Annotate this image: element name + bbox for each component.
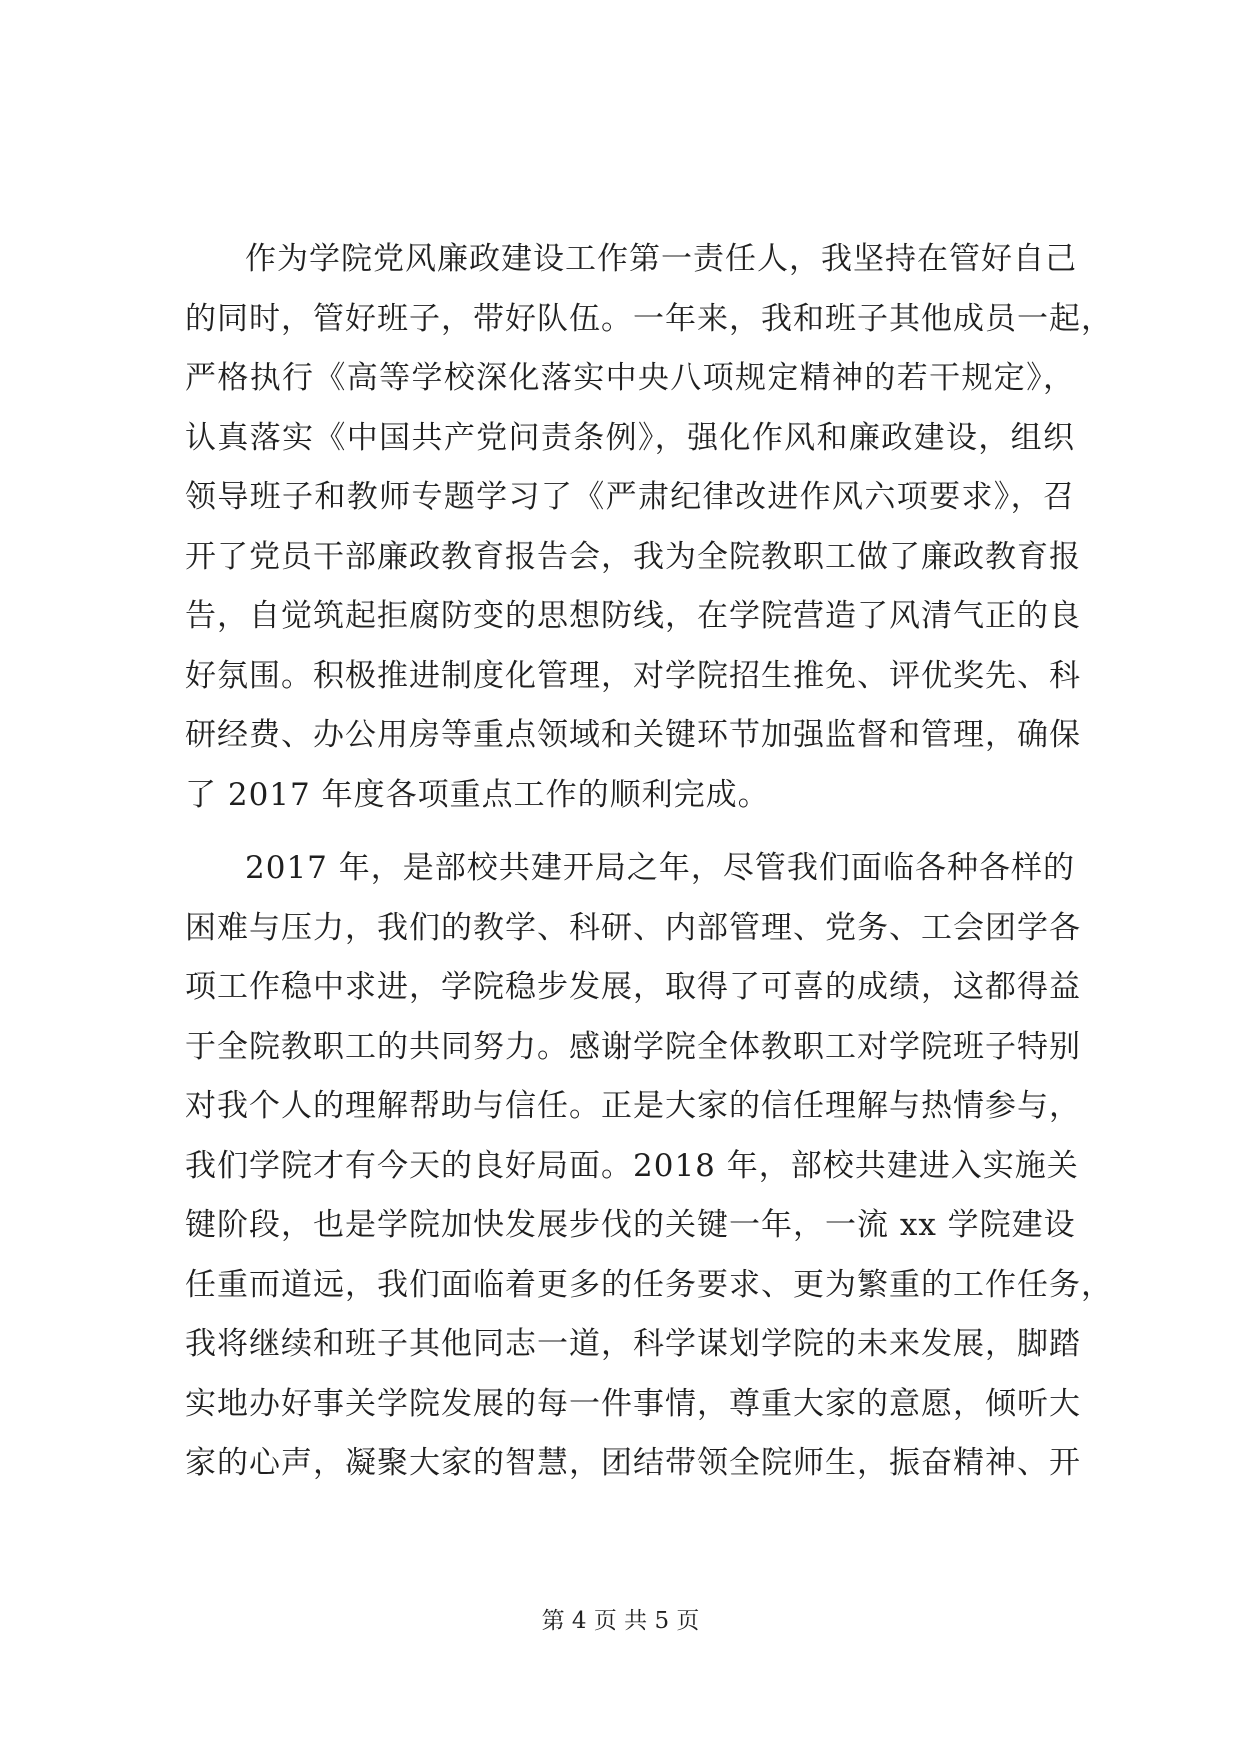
paragraph-1-line-4: 认真落实《中国共产党问责条例》，强化作风和廉政建设，组织 <box>185 419 1075 456</box>
paragraph-2-line-1: 2017 年，是部校共建开局之年，尽管我们面临各种各样的 <box>245 850 1075 886</box>
paragraph-1-line-8: 好氛围。积极推进制度化管理，对学院招生推免、评优奖先、科 <box>185 657 1081 694</box>
paragraph-2-line-8: 任重而道远，我们面临着更多的任务要求、更为繁重的工作任务， <box>185 1266 1113 1303</box>
paragraph-1-line-1: 作为学院党风廉政建设工作第一责任人，我坚持在管好自己 <box>245 241 1077 277</box>
paragraph-1-line-5: 领导班子和教师专题学习了《严肃纪律改进作风六项要求》，召 <box>185 479 1075 515</box>
paragraph-1-line-9: 研经费、办公用房等重点领域和关键环节加强监督和管理，确保 <box>185 717 1081 753</box>
page-number-footer: 第 4 页 共 5 页 <box>541 1608 700 1634</box>
document-body <box>185 230 1113 1494</box>
paragraph-2-line-4: 于全院教职工的共同努力。感谢学院全体教职工对学院班子特别 <box>185 1028 1081 1065</box>
paragraph-1-line-7: 告，自觉筑起拒腐防变的思想防线，在学院营造了风清气正的良 <box>185 598 1081 634</box>
paragraph-2-line-2: 困难与压力，我们的教学、科研、内部管理、党务、工会团学各 <box>185 909 1081 946</box>
paragraph-1-line-10: 了 2017 年度各项重点工作的顺利完成。 <box>185 776 770 813</box>
paragraph-2 <box>185 839 1113 1494</box>
paragraph-2-line-5: 对我个人的理解帮助与信任。正是大家的信任理解与热情参与， <box>185 1088 1081 1124</box>
paragraph-2-line-3: 项工作稳中求进，学院稳步发展，取得了可喜的成绩，这都得益 <box>185 969 1081 1005</box>
paragraph-2-line-7: 键阶段，也是学院加快发展步伐的关键一年，一流 xx 学院建设 <box>185 1207 1076 1243</box>
paragraph-1 <box>185 230 1113 825</box>
paragraph-2-line-6: 我们学院才有今天的良好局面。2018 年，部校共建进入实施关 <box>185 1147 1079 1184</box>
paragraph-2-line-10: 实地办好事关学院发展的每一件事情，尊重大家的意愿，倾听大 <box>185 1385 1081 1422</box>
paragraph-1-line-3: 严格执行《高等学校深化落实中央八项规定精神的若干规定》， <box>185 360 1075 396</box>
paragraph-2-line-9: 我将继续和班子其他同志一道，科学谋划学院的未来发展，脚踏 <box>185 1326 1081 1362</box>
paragraph-2-line-11: 家的心声，凝聚大家的智慧，团结带领全院师生，振奋精神、开 <box>185 1445 1081 1481</box>
paragraph-1-line-2: 的同时，管好班子，带好队伍。一年来，我和班子其他成员一起， <box>185 300 1113 337</box>
paragraph-1-line-6: 开了党员干部廉政教育报告会，我为全院教职工做了廉政教育报 <box>185 538 1081 575</box>
